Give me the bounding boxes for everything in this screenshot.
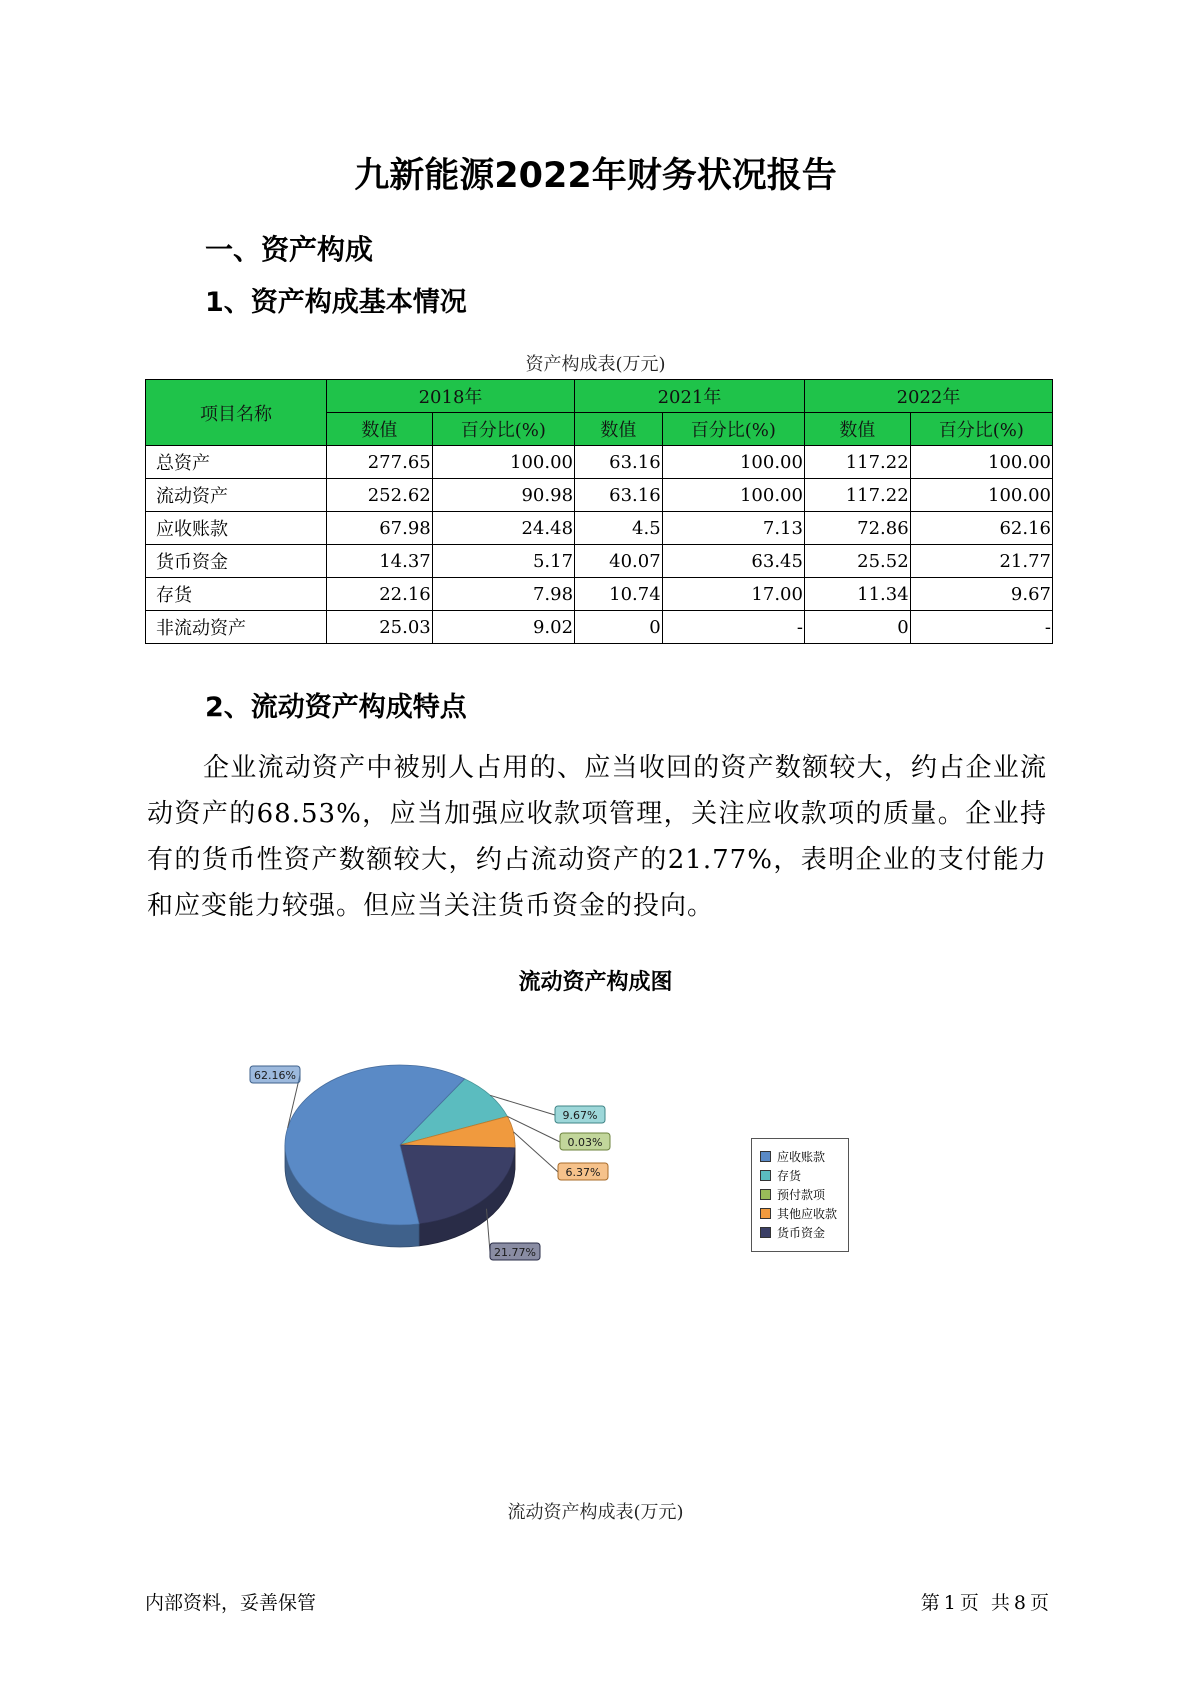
percent-cell: 17.00 — [662, 578, 804, 611]
row-label: 总资产 — [146, 446, 327, 479]
legend-label: 存货 — [777, 1169, 802, 1183]
percent-cell: 100.00 — [910, 446, 1052, 479]
header-year: 2022年 — [804, 380, 1052, 413]
percent-cell: 63.45 — [662, 545, 804, 578]
value-cell: 4.5 — [575, 512, 663, 545]
header-percent: 百分比(%) — [432, 413, 574, 446]
table-row — [146, 611, 1053, 644]
header-year: 2018年 — [327, 380, 575, 413]
legend-item — [760, 1166, 848, 1185]
header-percent: 百分比(%) — [910, 413, 1052, 446]
data-label: 9.67% — [562, 1109, 598, 1122]
value-cell: 277.65 — [327, 446, 433, 479]
table-row — [146, 578, 1053, 611]
percent-cell: 100.00 — [662, 446, 804, 479]
legend-swatch — [760, 1151, 771, 1162]
value-cell: 67.98 — [327, 512, 433, 545]
header-value: 数值 — [575, 413, 663, 446]
pie-chart — [230, 1040, 650, 1280]
percent-cell: 7.98 — [432, 578, 574, 611]
value-cell: 72.86 — [804, 512, 910, 545]
value-cell: 0 — [804, 611, 910, 644]
header-year: 2021年 — [575, 380, 805, 413]
row-label: 货币资金 — [146, 545, 327, 578]
header-item-name: 项目名称 — [146, 380, 327, 446]
legend-label: 其他应收款 — [777, 1207, 838, 1221]
subsection-heading-1: 1、资产构成基本情况 — [205, 287, 467, 318]
percent-cell: 7.13 — [662, 512, 804, 545]
pie-slice — [400, 1145, 515, 1224]
percent-cell: 62.16 — [910, 512, 1052, 545]
table-row — [146, 479, 1053, 512]
legend-swatch — [760, 1208, 771, 1219]
page-number — [919, 1588, 1051, 1615]
table-caption: 资产构成表(万元) — [525, 354, 666, 375]
value-cell: 11.34 — [804, 578, 910, 611]
leader-line — [507, 1116, 560, 1142]
percent-cell: 24.48 — [432, 512, 574, 545]
legend-label: 预付款项 — [777, 1188, 826, 1202]
percent-cell: - — [662, 611, 804, 644]
percent-cell: 90.98 — [432, 479, 574, 512]
row-label: 流动资产 — [146, 479, 327, 512]
legend-swatch — [760, 1170, 771, 1181]
data-label: 6.37% — [565, 1166, 601, 1179]
page-prefix: 第 — [920, 1592, 940, 1614]
value-cell: 63.16 — [575, 479, 663, 512]
value-cell: 25.03 — [327, 611, 433, 644]
legend-item — [760, 1223, 848, 1242]
table-row — [146, 446, 1053, 479]
table-row — [146, 512, 1053, 545]
percent-cell: 100.00 — [910, 479, 1052, 512]
percent-cell: 9.02 — [432, 611, 574, 644]
value-cell: 0 — [575, 611, 663, 644]
page-current: 1 — [943, 1592, 956, 1614]
page-total: 8 — [1013, 1592, 1026, 1614]
legend-swatch — [760, 1227, 771, 1238]
analysis-paragraph: 企业流动资产中被别人占用的、应当收回的资产数额较大，约占企业流动资产的68.53%，应当加强应收款项管理，关注应收款项的质量。企业持有的货币性资产数额较大，约占流动资产的21.77%，表明企业的支付能力和应变能力较强。但应当关注货币资金的投向。 — [147, 753, 1047, 921]
percent-cell: - — [910, 611, 1052, 644]
percent-cell: 21.77 — [910, 545, 1052, 578]
chart-title: 流动资产构成图 — [518, 970, 673, 995]
footer-confidential: 内部资料，妥善保管 — [145, 1592, 317, 1614]
header-value: 数值 — [804, 413, 910, 446]
subsection-heading-2: 2、流动资产构成特点 — [205, 692, 467, 723]
value-cell: 252.62 — [327, 479, 433, 512]
data-label: 0.03% — [567, 1136, 603, 1149]
bottom-caption: 流动资产构成表(万元) — [507, 1502, 684, 1523]
header-value: 数值 — [327, 413, 433, 446]
percent-cell: 5.17 — [432, 545, 574, 578]
percent-cell: 100.00 — [662, 479, 804, 512]
chart-legend — [751, 1138, 849, 1252]
legend-item — [760, 1185, 848, 1204]
page-mid: 页 共 — [959, 1592, 1010, 1614]
row-label: 存货 — [146, 578, 327, 611]
legend-item — [760, 1147, 848, 1166]
legend-item — [760, 1204, 848, 1223]
table-row — [146, 545, 1053, 578]
data-label: 62.16% — [254, 1069, 296, 1082]
legend-label: 应收账款 — [777, 1150, 826, 1164]
row-label: 应收账款 — [146, 512, 327, 545]
value-cell: 63.16 — [575, 446, 663, 479]
value-cell: 117.22 — [804, 479, 910, 512]
asset-composition-table — [145, 379, 1053, 644]
value-cell: 40.07 — [575, 545, 663, 578]
percent-cell: 100.00 — [432, 446, 574, 479]
value-cell: 117.22 — [804, 446, 910, 479]
value-cell: 14.37 — [327, 545, 433, 578]
value-cell: 22.16 — [327, 578, 433, 611]
row-label: 非流动资产 — [146, 611, 327, 644]
header-percent: 百分比(%) — [662, 413, 804, 446]
legend-swatch — [760, 1189, 771, 1200]
value-cell: 25.52 — [804, 545, 910, 578]
value-cell: 10.74 — [575, 578, 663, 611]
percent-cell: 9.67 — [910, 578, 1052, 611]
document-title: 九新能源2022年财务状况报告 — [354, 156, 837, 196]
page-suffix: 页 — [1029, 1592, 1049, 1614]
legend-label: 货币资金 — [777, 1226, 826, 1240]
data-label: 21.77% — [494, 1246, 536, 1259]
section-heading: 一、资产构成 — [205, 233, 374, 266]
